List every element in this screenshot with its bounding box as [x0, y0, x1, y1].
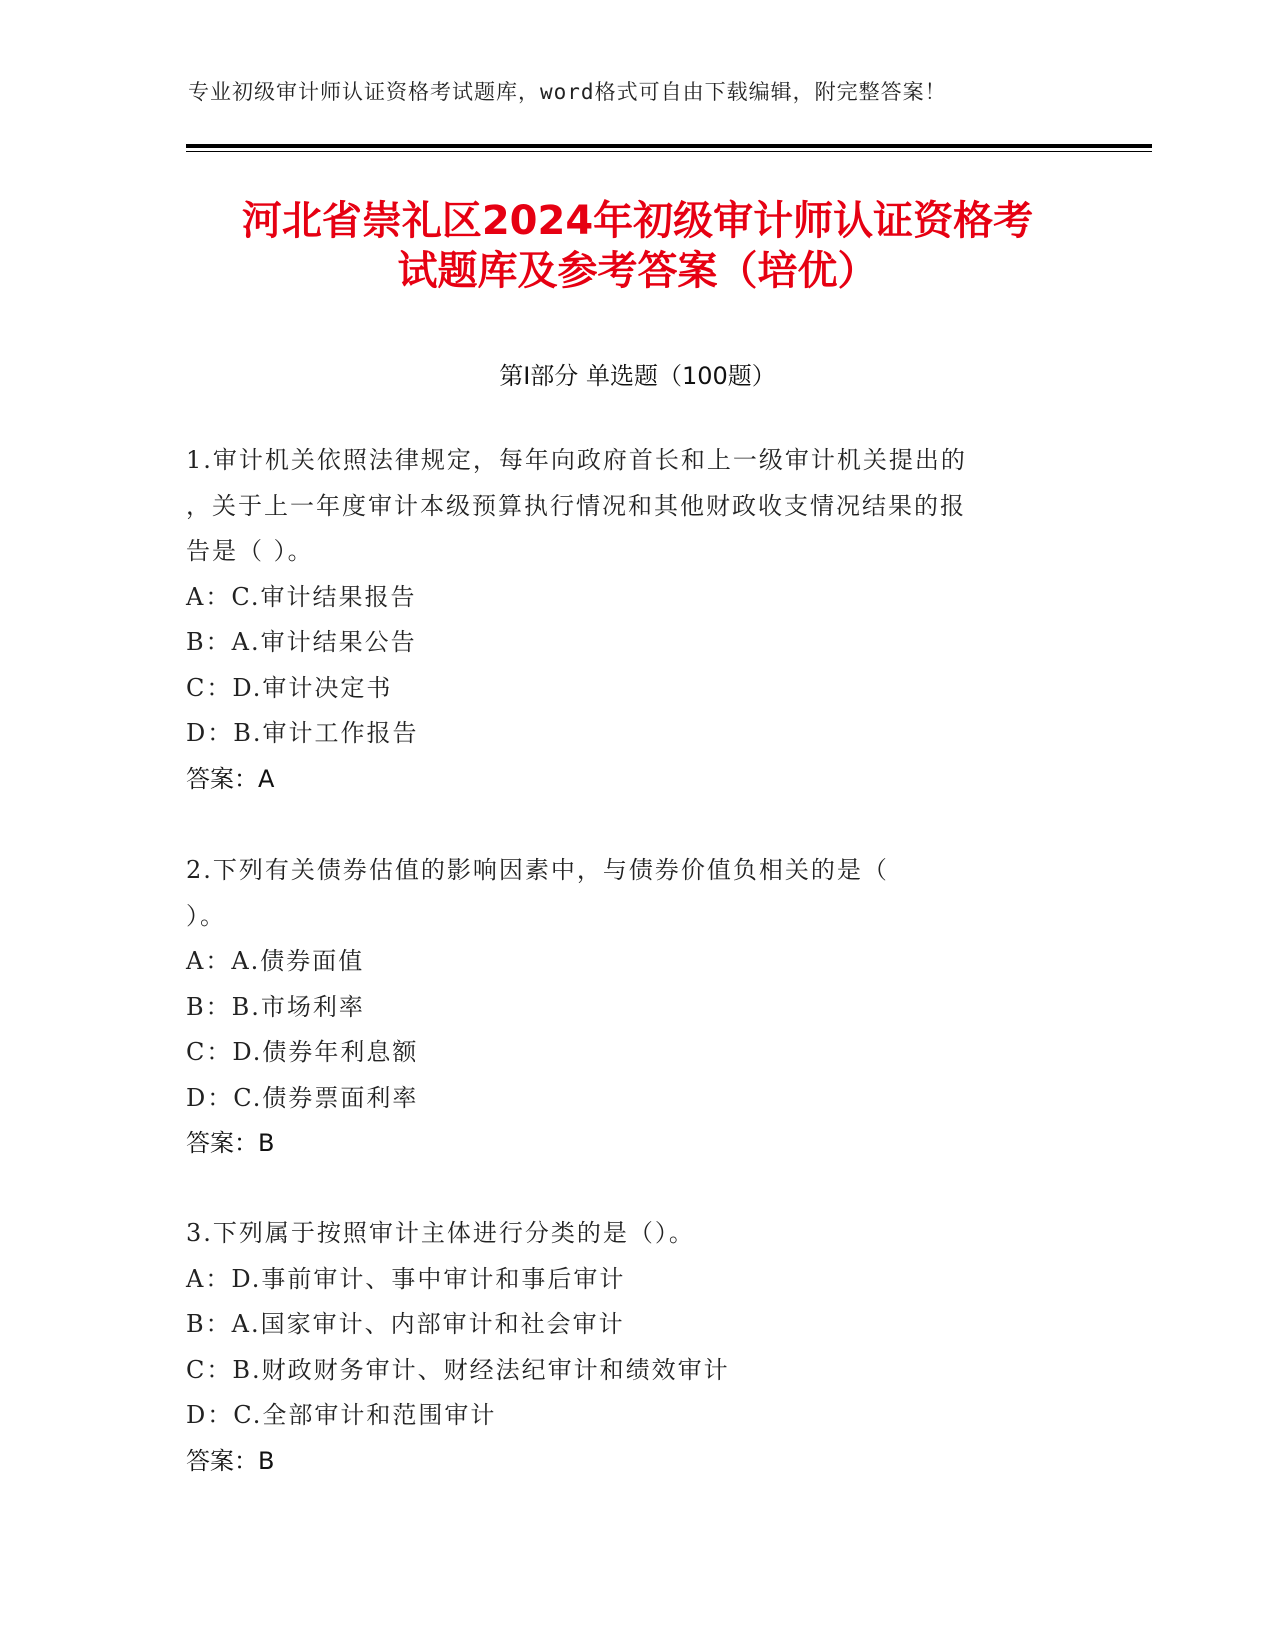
header-divider-thin — [186, 151, 1152, 152]
answer: 答案：A — [186, 764, 275, 793]
option-b: B：B.市场利率 — [186, 992, 365, 1021]
option-d: D：C.全部审计和范围审计 — [186, 1401, 497, 1429]
option-d: D：C.债券票面利率 — [186, 1083, 419, 1112]
option-d: D：B.审计工作报告 — [186, 719, 419, 747]
document-title-line-1: 河北省崇礼区2024年初级审计师认证资格考 — [241, 198, 1034, 244]
option-a: A：A.债券面值 — [186, 947, 365, 975]
question-stem-line: ）。 — [186, 901, 226, 930]
document-title — [100, 196, 1175, 296]
header-divider-thick — [186, 144, 1152, 148]
option-c: C：B.财政财务审计、财经法纪审计和绩效审计 — [186, 1355, 730, 1384]
answer: 答案：B — [186, 1446, 275, 1475]
question-stem-line: 1.审计机关依照法律规定，每年向政府首长和上一级审计机关提出的 — [186, 446, 967, 474]
option-a: A：C.审计结果报告 — [186, 582, 417, 611]
question-stem-line: ，关于上一年度审计本级预算执行情况和其他财政收支情况结果的报 — [186, 491, 966, 520]
question-stem-line: 告是（ ）。 — [186, 537, 314, 565]
option-b: B：A.国家审计、内部审计和社会审计 — [186, 1310, 625, 1338]
document-title-line-2: 试题库及参考答案（培优） — [397, 248, 878, 294]
question-stem-line: 2.下列有关债券估值的影响因素中，与债券价值负相关的是（ — [186, 856, 889, 884]
option-a: A：D.事前审计、事中审计和事后审计 — [186, 1264, 626, 1293]
question-2 — [186, 848, 1066, 1167]
option-c: C：D.审计决定书 — [186, 673, 393, 702]
question-3 — [186, 1211, 1066, 1484]
answer: 答案：B — [186, 1129, 275, 1157]
question-stem-line: 3.下列属于按照审计主体进行分类的是（）。 — [186, 1219, 695, 1247]
option-c: C：D.债券年利息额 — [186, 1038, 419, 1066]
question-1 — [186, 438, 1066, 802]
header-note: 专业初级审计师认证资格考试题库，word格式可自由下载编辑，附完整答案！ — [188, 80, 947, 104]
option-b: B：A.审计结果公告 — [186, 628, 417, 656]
section-title: 第Ⅰ部分 单选题（100题） — [499, 362, 776, 390]
